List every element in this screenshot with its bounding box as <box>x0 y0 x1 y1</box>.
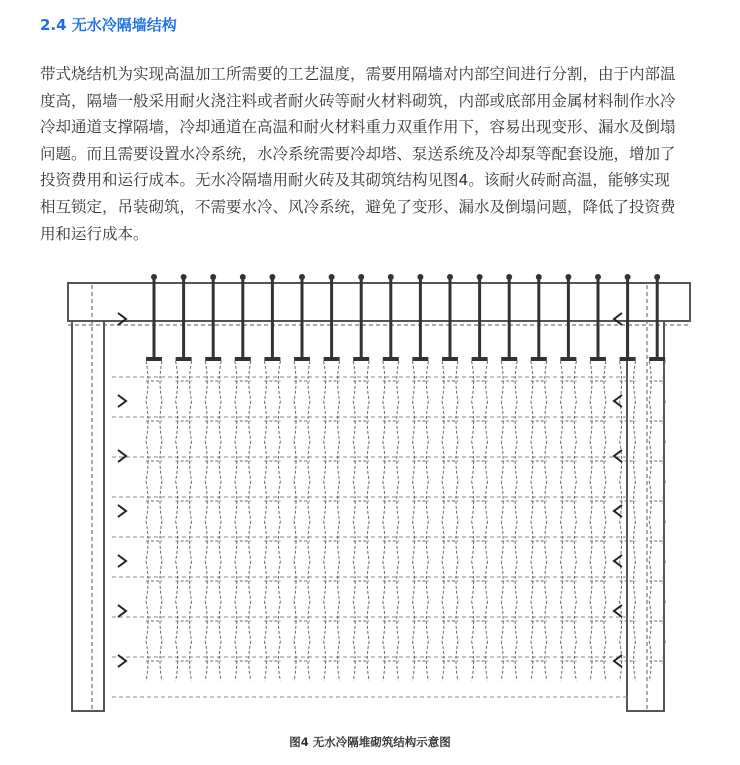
interlocking-brick <box>560 441 576 481</box>
interlocking-brick <box>324 441 340 481</box>
wall-anchor <box>614 450 622 462</box>
rod-nut <box>506 274 512 280</box>
wall-anchor <box>118 655 126 667</box>
interlocking-brick <box>294 401 310 441</box>
interlocking-brick <box>353 641 369 681</box>
interlocking-brick <box>412 481 428 521</box>
rod-nut <box>477 274 483 280</box>
interlocking-brick <box>501 361 517 401</box>
wall-anchor <box>118 605 126 617</box>
interlocking-brick <box>531 521 547 561</box>
interlocking-brick <box>531 441 547 481</box>
interlocking-brick <box>235 401 251 441</box>
interlocking-brick <box>442 601 458 641</box>
interlocking-brick <box>176 561 192 601</box>
rod-nut <box>417 274 423 280</box>
interlocking-brick <box>501 481 517 521</box>
interlocking-brick <box>264 481 280 521</box>
interlocking-brick <box>353 441 369 481</box>
wall-anchor <box>118 395 126 407</box>
interlocking-brick <box>472 641 488 681</box>
interlocking-brick <box>205 601 221 641</box>
interlocking-brick <box>235 561 251 601</box>
rod-nut <box>447 274 453 280</box>
interlocking-brick <box>412 561 428 601</box>
interlocking-brick <box>472 361 488 401</box>
interlocking-brick <box>560 401 576 441</box>
support-post <box>72 321 104 711</box>
interlocking-brick <box>205 561 221 601</box>
interlocking-brick <box>294 441 310 481</box>
interlocking-brick <box>264 601 280 641</box>
interlocking-brick <box>442 641 458 681</box>
interlocking-brick <box>501 641 517 681</box>
interlocking-brick <box>442 561 458 601</box>
interlocking-brick <box>590 641 606 681</box>
interlocking-brick <box>383 601 399 641</box>
interlocking-brick <box>383 561 399 601</box>
interlocking-brick <box>353 561 369 601</box>
wall-anchor <box>118 313 126 325</box>
interlocking-brick <box>590 561 606 601</box>
interlocking-brick <box>235 601 251 641</box>
figure-caption: 图4 无水冷隔堆砌筑结构示意图 <box>289 735 451 749</box>
rod-nut <box>151 274 157 280</box>
rod-plate <box>294 357 310 361</box>
interlocking-brick <box>324 601 340 641</box>
interlocking-brick <box>649 481 665 521</box>
interlocking-brick <box>472 561 488 601</box>
paragraph-line: 投资费用和运行成本。无水冷隔墙用耐火砖及其砌筑结构见图4。该耐火砖耐高温，能够实现 <box>40 171 670 190</box>
interlocking-brick <box>264 361 280 401</box>
interlocking-brick <box>590 481 606 521</box>
rod-plate <box>264 357 280 361</box>
interlocking-brick <box>264 521 280 561</box>
interlocking-brick <box>412 641 428 681</box>
interlocking-brick <box>501 521 517 561</box>
interlocking-brick <box>649 561 665 601</box>
rod-plate <box>176 357 192 361</box>
interlocking-brick <box>146 601 162 641</box>
rod-nut <box>595 274 601 280</box>
interlocking-brick <box>590 361 606 401</box>
interlocking-brick <box>442 361 458 401</box>
interlocking-brick <box>353 361 369 401</box>
interlocking-brick <box>649 401 665 441</box>
paragraph-line: 相互锁定，吊装砌筑，不需要水冷、风冷系统，避免了变形、漏水及倒塌问题，降低了投资费 <box>40 197 676 216</box>
interlocking-brick <box>383 401 399 441</box>
interlocking-brick <box>146 521 162 561</box>
rod-plate <box>472 357 488 361</box>
interlocking-brick <box>501 401 517 441</box>
interlocking-brick <box>176 521 192 561</box>
interlocking-brick <box>324 361 340 401</box>
interlocking-brick <box>176 441 192 481</box>
interlocking-brick <box>294 361 310 401</box>
wall-anchor <box>118 555 126 567</box>
rod-plate <box>442 357 458 361</box>
rod-nut <box>181 274 187 280</box>
interlocking-brick <box>294 521 310 561</box>
interlocking-brick <box>235 361 251 401</box>
wall-anchor <box>614 313 622 325</box>
interlocking-brick <box>235 641 251 681</box>
interlocking-brick <box>146 361 162 401</box>
interlocking-brick <box>531 361 547 401</box>
interlocking-brick <box>649 441 665 481</box>
wall-anchor <box>614 395 622 407</box>
interlocking-brick <box>235 481 251 521</box>
interlocking-brick <box>146 401 162 441</box>
interlocking-brick <box>472 481 488 521</box>
interlocking-brick <box>501 561 517 601</box>
rod-nut <box>299 274 305 280</box>
rod-plate <box>383 357 399 361</box>
rod-plate <box>620 357 636 361</box>
interlocking-brick <box>412 601 428 641</box>
interlocking-brick <box>176 601 192 641</box>
paragraph-line: 用和运行成本。 <box>40 224 149 243</box>
rod-plate <box>353 357 369 361</box>
interlocking-brick <box>264 401 280 441</box>
rod-nut <box>536 274 542 280</box>
rod-nut <box>358 274 364 280</box>
support-post <box>627 321 664 711</box>
interlocking-brick <box>146 561 162 601</box>
rod-plate <box>649 357 665 361</box>
rod-plate <box>205 357 221 361</box>
interlocking-brick <box>472 521 488 561</box>
interlocking-brick <box>412 401 428 441</box>
interlocking-brick <box>472 401 488 441</box>
rod-nut <box>654 274 660 280</box>
interlocking-brick <box>146 641 162 681</box>
interlocking-brick <box>324 521 340 561</box>
rod-nut <box>269 274 275 280</box>
rod-plate <box>235 357 251 361</box>
interlocking-brick <box>560 481 576 521</box>
wall-structure-diagram <box>60 255 700 720</box>
rod-plate <box>146 357 162 361</box>
interlocking-brick <box>294 561 310 601</box>
interlocking-brick <box>264 641 280 681</box>
interlocking-brick <box>560 521 576 561</box>
interlocking-brick <box>531 481 547 521</box>
interlocking-brick <box>205 521 221 561</box>
interlocking-brick <box>560 641 576 681</box>
rod-nut <box>210 274 216 280</box>
rod-nut <box>240 274 246 280</box>
interlocking-brick <box>412 361 428 401</box>
interlocking-brick <box>383 361 399 401</box>
interlocking-brick <box>324 401 340 441</box>
paragraph-line: 冷却通道支撑隔墙，冷却通道在高温和耐火材料重力双重作用下，容易出现变形、漏水及倒塌 <box>40 118 676 137</box>
interlocking-brick <box>324 641 340 681</box>
interlocking-brick <box>531 641 547 681</box>
rod-plate <box>324 357 340 361</box>
paragraph-line: 度高，隔墙一般采用耐火浇注料或者耐火砖等耐火材料砌筑，内部或底部用金属材料制作水冷 <box>40 91 676 110</box>
interlocking-brick <box>176 641 192 681</box>
rod-nut <box>625 274 631 280</box>
rod-nut <box>565 274 571 280</box>
interlocking-brick <box>501 601 517 641</box>
interlocking-brick <box>412 521 428 561</box>
interlocking-brick <box>324 561 340 601</box>
interlocking-brick <box>353 481 369 521</box>
interlocking-brick <box>560 601 576 641</box>
interlocking-brick <box>442 401 458 441</box>
interlocking-brick <box>383 441 399 481</box>
interlocking-brick <box>176 401 192 441</box>
rod-nut <box>329 274 335 280</box>
wall-anchor <box>118 505 126 517</box>
interlocking-brick <box>649 641 665 681</box>
rod-nut <box>388 274 394 280</box>
body-paragraph <box>40 61 730 247</box>
interlocking-brick <box>205 481 221 521</box>
interlocking-brick <box>205 441 221 481</box>
interlocking-brick <box>442 481 458 521</box>
interlocking-brick <box>264 441 280 481</box>
rod-plate <box>590 357 606 361</box>
rod-plate <box>501 357 517 361</box>
interlocking-brick <box>501 441 517 481</box>
interlocking-brick <box>146 441 162 481</box>
interlocking-brick <box>176 481 192 521</box>
interlocking-brick <box>176 361 192 401</box>
interlocking-brick <box>531 561 547 601</box>
interlocking-brick <box>590 441 606 481</box>
interlocking-brick <box>205 361 221 401</box>
interlocking-brick <box>560 361 576 401</box>
interlocking-brick <box>353 521 369 561</box>
interlocking-brick <box>560 561 576 601</box>
interlocking-brick <box>353 601 369 641</box>
interlocking-brick <box>294 601 310 641</box>
interlocking-brick <box>294 641 310 681</box>
interlocking-brick <box>472 441 488 481</box>
wall-anchor <box>118 450 126 462</box>
interlocking-brick <box>472 601 488 641</box>
interlocking-brick <box>383 481 399 521</box>
interlocking-brick <box>264 561 280 601</box>
rod-plate <box>531 357 547 361</box>
interlocking-brick <box>146 481 162 521</box>
interlocking-brick <box>324 481 340 521</box>
interlocking-brick <box>294 481 310 521</box>
interlocking-brick <box>442 521 458 561</box>
section-heading: 2.4 无水冷隔墙结构 <box>40 16 177 34</box>
interlocking-brick <box>590 401 606 441</box>
interlocking-brick <box>235 521 251 561</box>
interlocking-brick <box>235 441 251 481</box>
interlocking-brick <box>383 641 399 681</box>
interlocking-brick <box>649 361 665 401</box>
paragraph-line: 问题。而且需要设置水冷系统，水冷系统需要冷却塔、泵送系统及冷却泵等配套设施，增加了 <box>40 144 676 163</box>
interlocking-brick <box>649 521 665 561</box>
interlocking-brick <box>590 601 606 641</box>
interlocking-brick <box>412 441 428 481</box>
interlocking-brick <box>205 401 221 441</box>
interlocking-brick <box>353 401 369 441</box>
wall-anchor <box>614 555 622 567</box>
rod-plate <box>412 357 428 361</box>
interlocking-brick <box>383 521 399 561</box>
interlocking-brick <box>531 601 547 641</box>
interlocking-brick <box>205 641 221 681</box>
interlocking-brick <box>649 601 665 641</box>
rod-plate <box>560 357 576 361</box>
interlocking-brick <box>531 401 547 441</box>
interlocking-brick <box>442 441 458 481</box>
paragraph-line: 带式烧结机为实现高温加工所需要的工艺温度，需要用隔墙对内部空间进行分割，由于内部温 <box>40 65 676 83</box>
interlocking-brick <box>590 521 606 561</box>
